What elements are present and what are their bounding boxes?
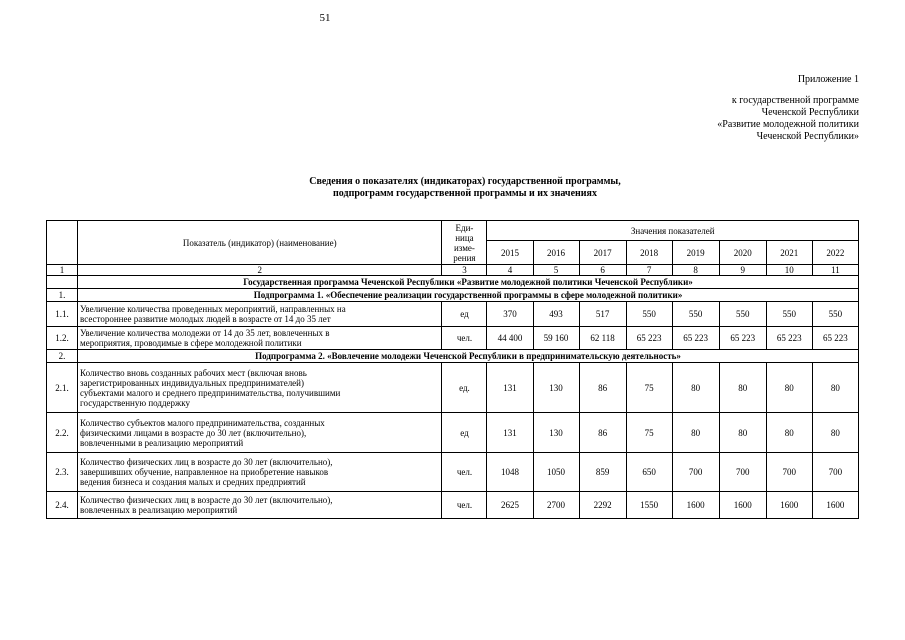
row-value: 80	[672, 413, 719, 453]
header-values-group: Значения показателей	[487, 221, 859, 241]
row-value: 80	[812, 363, 858, 413]
subprogram-title: Подпрограмма 2. «Вовлечение молодежи Чеченской Республики в предпринимательскую деятельность»	[78, 350, 859, 363]
row-value: 62 118	[579, 327, 626, 350]
row-name-line: зарегистрированных индивидуальных предпринимателей)	[80, 377, 304, 388]
row-indicator-name	[78, 363, 442, 413]
program-title-row	[47, 276, 859, 289]
table-row	[47, 363, 859, 413]
row-value: 2625	[487, 492, 533, 519]
row-indicator-name	[78, 492, 442, 519]
header-year: 2019	[672, 241, 719, 265]
row-value: 59 160	[533, 327, 579, 350]
subprogram-row	[47, 350, 859, 363]
row-name-line: мероприятия, проводимые в сфере молодежной политики	[80, 338, 302, 348]
table-row	[47, 413, 859, 453]
subprogram-num: 1.	[47, 289, 78, 302]
row-value: 65 223	[719, 327, 766, 350]
appendix-block	[717, 74, 859, 143]
row-indicator-name	[78, 453, 442, 492]
row-name-line: Количество физических лиц в возрасте до 30 лет (включительно),	[80, 495, 333, 505]
row-value: 131	[487, 363, 533, 413]
row-name-line: Количество физических лиц в возрасте до 30 лет (включительно),	[80, 457, 333, 467]
table-header-row	[47, 221, 859, 241]
indicators-table	[46, 220, 859, 519]
table-row	[47, 492, 859, 519]
row-value: 550	[812, 302, 858, 327]
row-value: 80	[672, 363, 719, 413]
column-number: 3	[442, 265, 487, 276]
row-name-line: всестороннее развитие молодых людей в возрасте от 14 до 35 лет	[80, 314, 331, 324]
row-value: 700	[672, 453, 719, 492]
row-value: 550	[626, 302, 672, 327]
row-name-line: Количество вновь созданных рабочих мест (включая вновь	[80, 367, 307, 378]
column-number: 2	[78, 265, 442, 276]
row-value: 80	[719, 413, 766, 453]
column-number: 4	[487, 265, 533, 276]
row-value: 131	[487, 413, 533, 453]
row-value: 65 223	[626, 327, 672, 350]
row-value: 1600	[766, 492, 812, 519]
row-name-line: вовлеченными в реализацию мероприятий	[80, 437, 244, 448]
row-value: 44 400	[487, 327, 533, 350]
page-number: 51	[319, 12, 331, 24]
row-name-line: Количество субъектов малого предпринимательства, созданных	[80, 417, 325, 428]
row-value: 65 223	[672, 327, 719, 350]
row-value: 1550	[626, 492, 672, 519]
column-number: 6	[579, 265, 626, 276]
row-value: 700	[719, 453, 766, 492]
row-value: 550	[672, 302, 719, 327]
header-year: 2017	[579, 241, 626, 265]
header-unit-line: рения	[453, 252, 476, 263]
column-numbers-row	[47, 265, 859, 276]
row-value: 650	[626, 453, 672, 492]
row-indicator-name	[78, 413, 442, 453]
row-value: 80	[766, 413, 812, 453]
row-name-line: субъектами малого и среднего предпринимательства, получившими	[80, 387, 341, 398]
row-name-line: Увеличение количества проведенных мероприятий, направленных на	[80, 304, 346, 314]
row-value: 1600	[812, 492, 858, 519]
row-name-line: государственную поддержку	[80, 397, 191, 408]
header-year: 2018	[626, 241, 672, 265]
row-value: 1600	[672, 492, 719, 519]
row-num: 1.2.	[47, 327, 78, 350]
row-num: 2.2.	[47, 413, 78, 453]
program-num-cell	[47, 276, 78, 289]
row-value: 859	[579, 453, 626, 492]
row-value: 65 223	[766, 327, 812, 350]
row-unit: ед	[442, 413, 487, 453]
subprogram-row	[47, 289, 859, 302]
row-unit: ед.	[442, 363, 487, 413]
row-value: 86	[579, 413, 626, 453]
column-number: 10	[766, 265, 812, 276]
row-unit: чел.	[442, 453, 487, 492]
row-num: 2.3.	[47, 453, 78, 492]
row-unit: ед	[442, 302, 487, 327]
header-year: 2020	[719, 241, 766, 265]
row-value: 80	[766, 363, 812, 413]
row-num: 1.1.	[47, 302, 78, 327]
row-value: 75	[626, 413, 672, 453]
row-value: 2292	[579, 492, 626, 519]
header-unit-line: ница	[455, 232, 474, 243]
table-row	[47, 302, 859, 327]
appendix-title: Приложение 1	[797, 74, 859, 85]
subprogram-num: 2.	[47, 350, 78, 363]
row-value: 2700	[533, 492, 579, 519]
appendix-line: Чеченской Республики»	[756, 131, 859, 142]
row-value: 130	[533, 413, 579, 453]
header-year: 2015	[487, 241, 533, 265]
header-num-cell	[47, 221, 78, 265]
column-number: 7	[626, 265, 672, 276]
row-value: 1048	[487, 453, 533, 492]
row-indicator-name	[78, 327, 442, 350]
row-num: 2.1.	[47, 363, 78, 413]
row-value: 1600	[719, 492, 766, 519]
appendix-line: к государственной программе	[731, 95, 859, 106]
document-title-line: подпрограмм государственной программы и их значениях	[333, 188, 597, 199]
row-value: 86	[579, 363, 626, 413]
program-title: Государственная программа Чеченской Республики «Развитие молодежной политики Чеченской Республики»	[78, 276, 859, 289]
header-indicator: Показатель (индикатор) (наименование)	[78, 221, 442, 265]
row-name-line: вовлеченных в реализацию мероприятий	[80, 505, 238, 515]
row-value: 80	[719, 363, 766, 413]
subprogram-title: Подпрограмма 1. «Обеспечение реализации государственной программы в сфере молодежной политики»	[78, 289, 859, 302]
row-value: 550	[719, 302, 766, 327]
row-unit: чел.	[442, 327, 487, 350]
column-number: 8	[672, 265, 719, 276]
header-year: 2021	[766, 241, 812, 265]
column-number: 11	[812, 265, 858, 276]
row-value: 65 223	[812, 327, 858, 350]
row-value: 75	[626, 363, 672, 413]
row-name-line: ведения бизнеса и создания малых и средних предприятий	[80, 477, 306, 487]
table-row	[47, 327, 859, 350]
row-name-line: завершивших обучение, направленное на приобретение навыков	[80, 467, 329, 477]
row-value: 517	[579, 302, 626, 327]
row-value: 130	[533, 363, 579, 413]
document-title	[0, 176, 905, 200]
row-value: 80	[812, 413, 858, 453]
row-value: 1050	[533, 453, 579, 492]
row-unit: чел.	[442, 492, 487, 519]
row-num: 2.4.	[47, 492, 78, 519]
column-number: 9	[719, 265, 766, 276]
row-value: 493	[533, 302, 579, 327]
row-value: 700	[812, 453, 858, 492]
header-unit	[442, 221, 487, 265]
row-value: 700	[766, 453, 812, 492]
header-year: 2022	[812, 241, 858, 265]
header-unit-line: изме-	[453, 242, 475, 253]
appendix-line: Чеченской Республики	[761, 107, 859, 118]
row-name-line: физическими лицами в возрасте до 30 лет (включительно),	[80, 427, 307, 438]
row-indicator-name	[78, 302, 442, 327]
column-number: 1	[47, 265, 78, 276]
table-row	[47, 453, 859, 492]
header-year: 2016	[533, 241, 579, 265]
column-number: 5	[533, 265, 579, 276]
row-value: 550	[766, 302, 812, 327]
header-unit-line: Еди-	[455, 222, 474, 233]
row-name-line: Увеличение количества молодежи от 14 до 35 лет, вовлеченных в	[80, 328, 330, 338]
appendix-line: «Развитие молодежной политики	[717, 119, 859, 130]
row-value: 370	[487, 302, 533, 327]
document-title-line: Сведения о показателях (индикаторах) государственной программы,	[309, 176, 621, 187]
